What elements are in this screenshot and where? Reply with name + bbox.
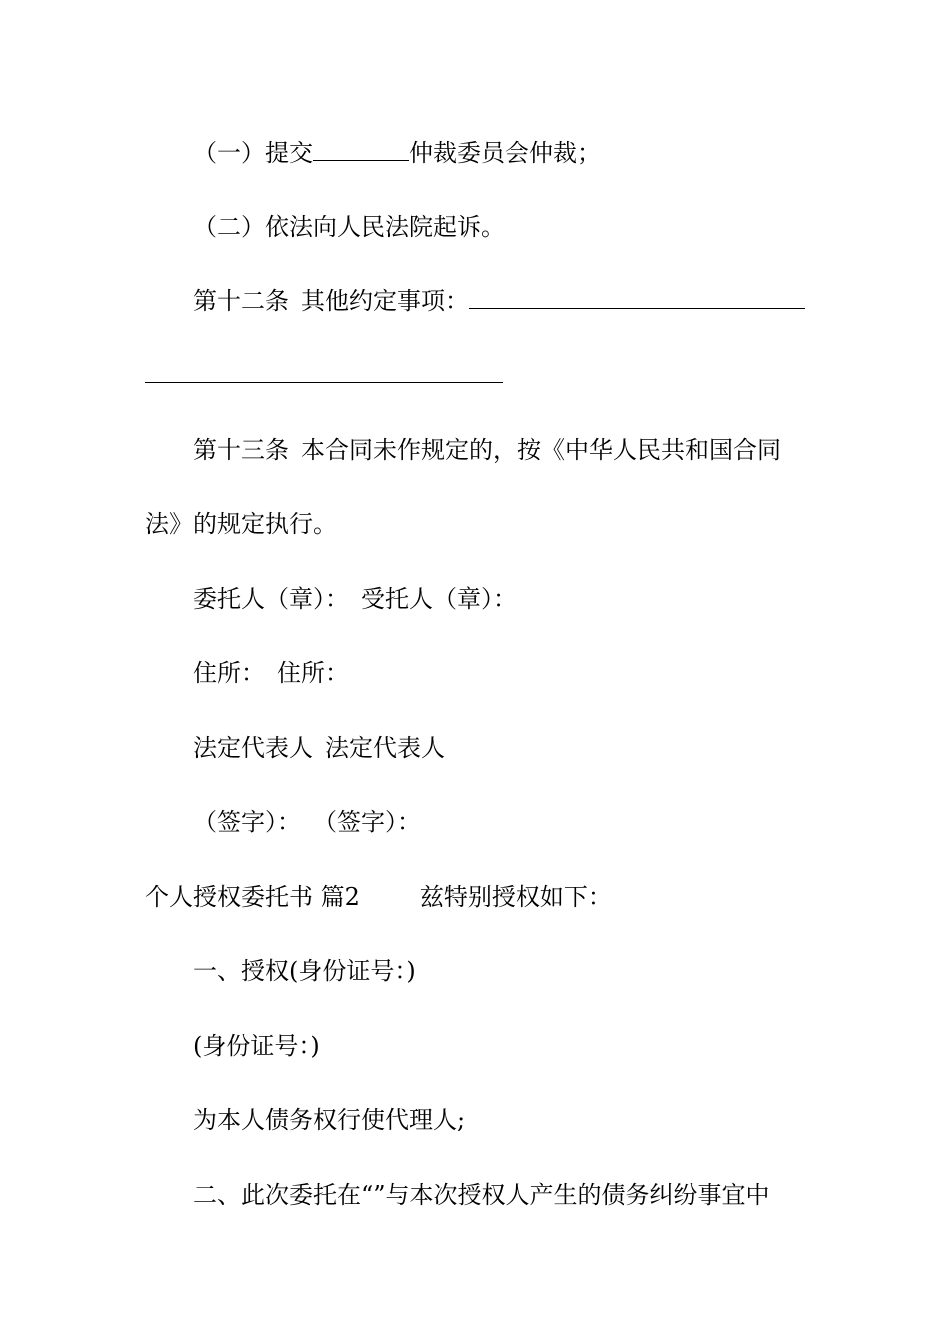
signature-principal: （签字）： — [193, 808, 301, 836]
address-principal: 住所： — [193, 659, 265, 687]
address-line — [193, 658, 349, 688]
article-13 — [193, 435, 781, 465]
article-12-continuation — [145, 360, 503, 390]
arbitration-blank — [313, 138, 409, 161]
article-13-label: 第十三条 — [193, 436, 289, 464]
article-12-blank-2 — [145, 360, 503, 383]
lawsuit-clause: （二）依法向人民法院起诉。 — [193, 213, 505, 241]
authorization-item-1: 一、授权(身份证号：) — [193, 957, 416, 985]
article-13-text: 本合同未作规定的，按《中华人民共和国合同 — [301, 436, 781, 464]
principal-seal: 委托人（章）： — [193, 585, 349, 613]
address-agent: 住所： — [277, 659, 349, 687]
agent-seal: 受托人（章）： — [361, 585, 517, 613]
arbitration-suffix: 仲裁委员会仲裁； — [409, 139, 601, 167]
signature-parties — [193, 584, 517, 614]
authorization-id-line: (身份证号：) — [193, 1032, 320, 1060]
arbitration-prefix: （一）提交 — [193, 139, 313, 167]
legal-rep-principal: 法定代表人 — [193, 734, 313, 762]
authorization-role: 为本人债务权行使代理人; — [193, 1106, 466, 1134]
article-12-text: 其他约定事项： — [301, 287, 469, 315]
article-13-continuation: 法》的规定执行。 — [145, 510, 337, 538]
signature-line — [193, 807, 421, 837]
article-12-blank — [469, 286, 805, 309]
legal-rep-agent: 法定代表人 — [325, 734, 445, 762]
signature-agent: （签字）： — [313, 808, 421, 836]
section-2-title: 个人授权委托书 篇2 — [145, 883, 360, 911]
legal-rep-line — [193, 733, 445, 763]
authorization-item-2: 二、此次委托在“”与本次授权人产生的债务纠纷事宜中 — [193, 1181, 770, 1209]
section-2-header — [145, 882, 612, 912]
article-12-label: 第十二条 — [193, 287, 289, 315]
arbitration-clause — [193, 138, 601, 168]
section-2-intro: 兹特别授权如下： — [419, 883, 612, 911]
article-12 — [193, 286, 805, 316]
